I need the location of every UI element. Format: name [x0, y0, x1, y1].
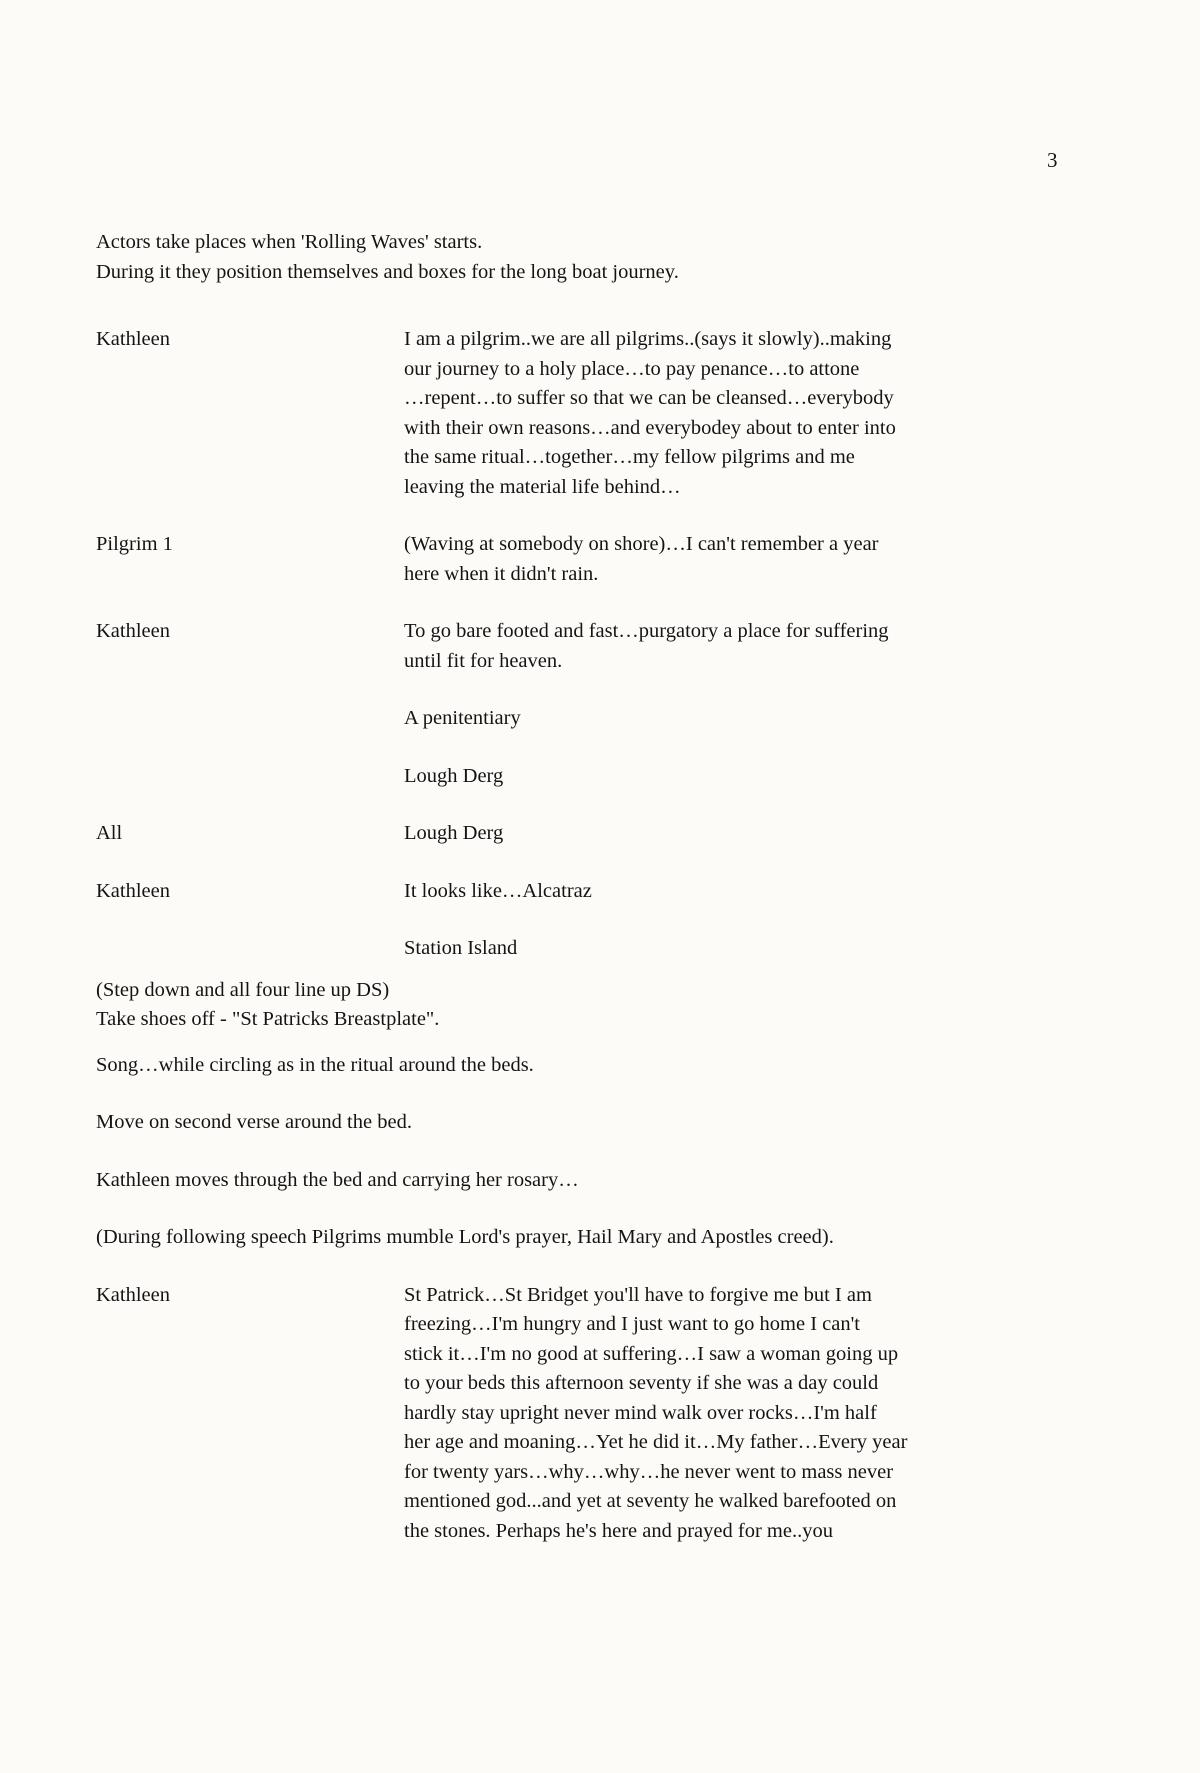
speaker-name: Kathleen: [96, 328, 170, 350]
stage-direction: Actors take places when 'Rolling Waves' starts.: [96, 231, 483, 253]
stage-direction: Kathleen moves through the bed and carrying her rosary…: [96, 1168, 579, 1191]
dialogue-line: I am a pilgrim..we are all pilgrims..(says it slowly)..making: [404, 328, 892, 350]
dialogue-text: [404, 704, 1066, 734]
dialogue-block: [96, 1281, 1066, 1547]
dialogue-line: freezing…I'm hungry and I just want to go home I can't: [404, 1313, 860, 1335]
dialogue-line: our journey to a holy place…to pay penance…to attone: [404, 357, 860, 380]
dialogue-block: [96, 325, 1066, 502]
dialogue-text: Lough Derg: [404, 822, 504, 844]
dialogue-text: [404, 617, 1066, 676]
dialogue-text: It looks like…Alcatraz: [404, 879, 592, 902]
dialogue-block: [96, 704, 1066, 734]
dialogue-line: her age and moaning…Yet he did it…My father…Every year: [404, 1431, 908, 1453]
dialogue-block: [96, 934, 1066, 964]
dialogue-line: mentioned god...and yet at seventy he walked barefooted on: [404, 1490, 897, 1512]
speaker-name: Kathleen: [96, 1283, 170, 1306]
dialogue-block: [96, 819, 1066, 849]
dialogue-text: [404, 1281, 1066, 1547]
stage-direction: Take shoes off - "St Patricks Breastplate".: [96, 1008, 440, 1030]
speaker-name: Kathleen: [96, 620, 170, 642]
dialogue-line: …repent…to suffer so that we can be cleansed…everybody: [404, 387, 894, 409]
dialogue-line: stick it…I'm no good at suffering…I saw a woman going up: [404, 1342, 899, 1365]
dialogue-line: to your beds this afternoon seventy if she was a day could: [404, 1372, 879, 1394]
dialogue-line: leaving the material life behind…: [404, 475, 681, 498]
stage-direction: (During following speech Pilgrims mumble Lord's prayer, Hail Mary and Apostles creed).: [96, 1226, 834, 1248]
stage-direction: Song…while circling as in the ritual around the beds.: [96, 1053, 534, 1076]
dialogue-block: [96, 530, 1066, 589]
dialogue-line: To go bare footed and fast…purgatory a place for suffering: [404, 620, 889, 642]
dialogue-line: for twenty yars…why…why…he never went to mass never: [404, 1460, 894, 1483]
dialogue-line: Lough Derg: [404, 764, 504, 787]
dialogue-line: with their own reasons…and everybodey about to enter into: [404, 416, 896, 439]
speaker-name: Pilgrim 1: [96, 533, 173, 555]
dialogue-line: A penitentiary: [404, 707, 521, 729]
dialogue-text: [404, 762, 1066, 792]
dialogue-line: the stones. Perhaps he's here and prayed for me..you: [404, 1519, 833, 1542]
dialogue-text: Station Island: [404, 937, 518, 959]
dialogue-line: (Waving at somebody on shore)…I can't remember a year: [404, 533, 879, 555]
dialogue-line: until fit for heaven.: [404, 649, 563, 672]
page-number: 3: [1047, 148, 1058, 172]
dialogue-block: [96, 617, 1066, 676]
stage-direction: (Step down and all four line up DS): [96, 978, 390, 1001]
dialogue-block: [96, 762, 1066, 792]
stage-direction: During it they position themselves and boxes for the long boat journey.: [96, 260, 679, 283]
dialogue-line: St Patrick…St Bridget you'll have to forgive me but I am: [404, 1283, 872, 1306]
speaker-name: Kathleen: [96, 879, 170, 902]
dialogue-block: [96, 877, 1066, 907]
dialogue-text: [404, 325, 1066, 502]
dialogue-line: hardly stay upright never mind walk over rocks…I'm half: [404, 1401, 877, 1424]
speaker-name: All: [96, 822, 123, 844]
stage-direction: Move on second verse around the bed.: [96, 1111, 412, 1133]
dialogue-text: [404, 530, 1066, 589]
dialogue-line: the same ritual…together…my fellow pilgrims and me: [404, 446, 855, 468]
dialogue-line: here when it didn't rain.: [404, 562, 599, 585]
script-body: [96, 228, 1066, 1546]
